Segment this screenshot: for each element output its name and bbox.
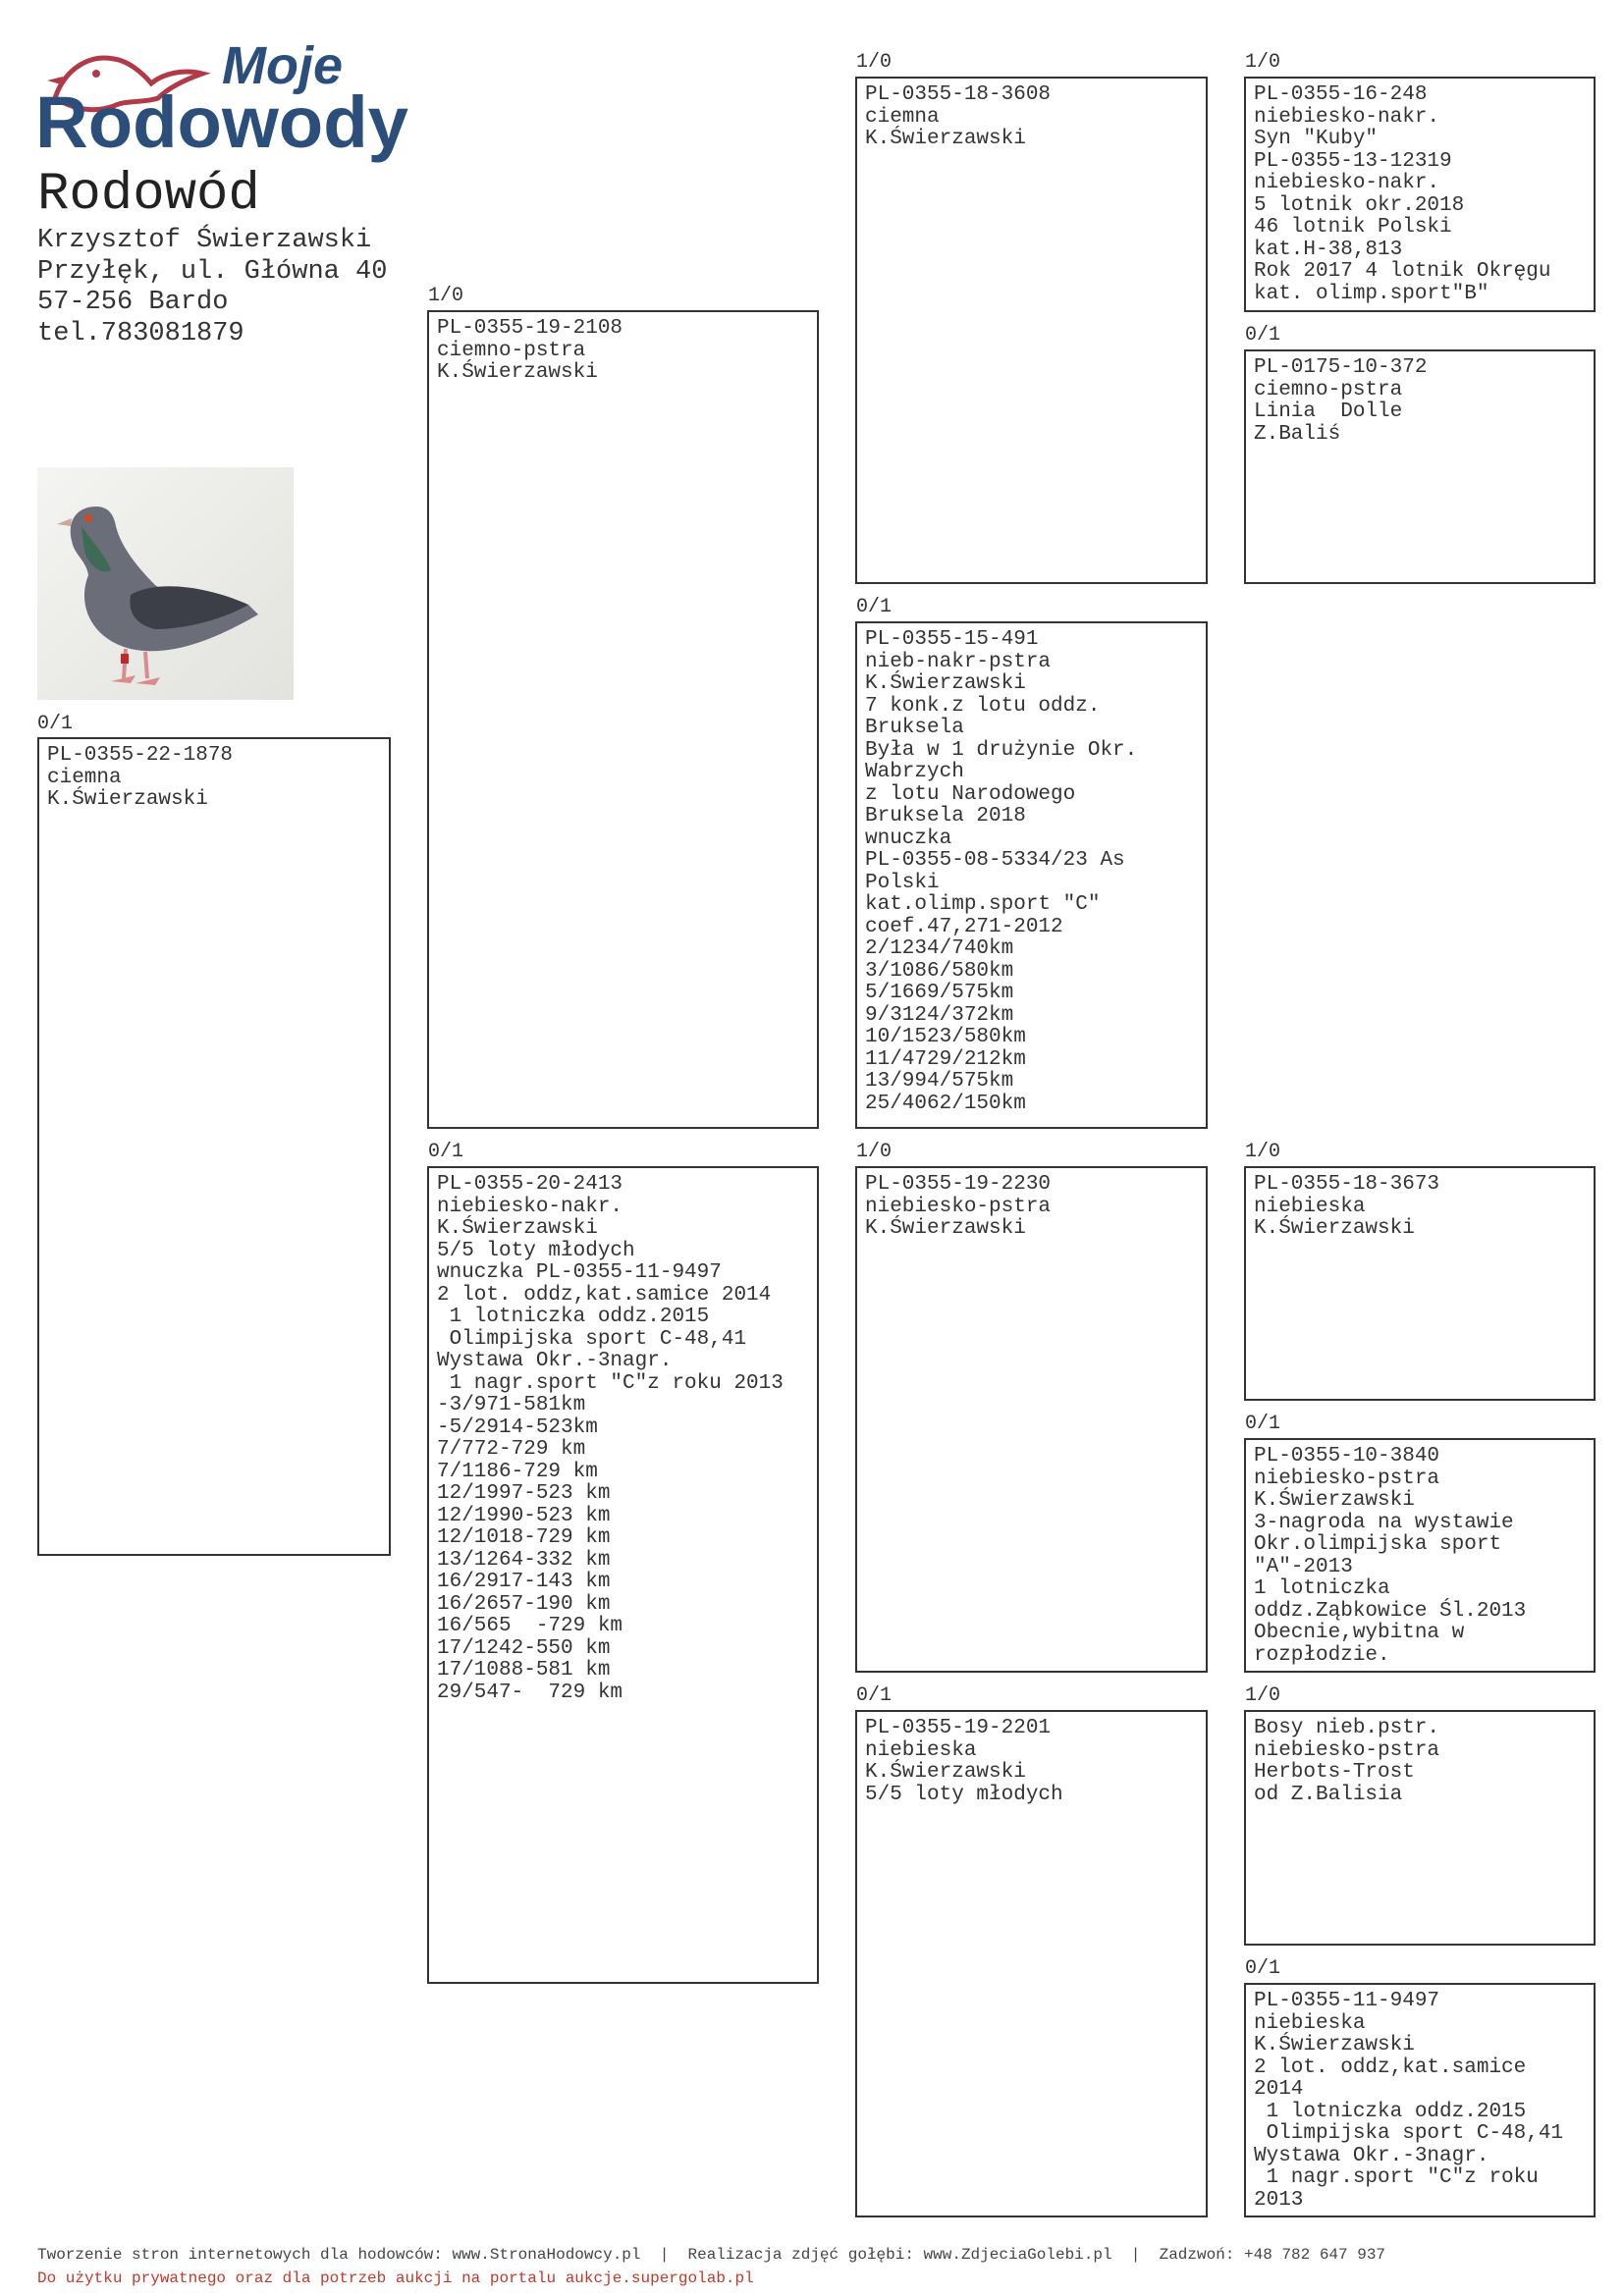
pedigree-line: K.Świerzawski: [865, 1761, 1026, 1784]
pedigree-line: PL-0355-18-3608: [865, 83, 1052, 106]
pedigree-box-mf: [855, 1166, 1208, 1673]
pedigree-line: 13/1264-332 km: [437, 1548, 611, 1572]
pedigree-box-ff: [855, 77, 1208, 584]
mmm-score: 0/1: [1245, 1957, 1281, 1980]
owner-address: Przyłęk, ul. Główna 40: [37, 256, 388, 287]
pedigree-line: niebiesko-pstra: [1254, 1738, 1440, 1762]
father-score: 1/0: [428, 285, 464, 307]
pedigree-line: niebiesko-pstra: [1254, 1467, 1440, 1490]
pedigree-line: 7 konk.z lotu oddz.: [865, 694, 1101, 718]
pedigree-box-ffm: [1244, 349, 1596, 584]
pedigree-line: 2013: [1254, 2188, 1304, 2212]
pedigree-line: K.Świerzawski: [1254, 1489, 1415, 1512]
pedigree-line: 1 nagr.sport "C"z roku 2013: [437, 1371, 784, 1395]
mfm-score: 0/1: [1245, 1413, 1281, 1435]
pedigree-line: niebiesko-nakr.: [1254, 172, 1440, 194]
pedigree-lines: [437, 1174, 809, 1704]
pedigree-line: ciemna: [865, 105, 940, 129]
pedigree-line: "A"-2013: [1254, 1555, 1353, 1578]
pedigree-line: 17/1088-581 km: [437, 1659, 611, 1682]
pedigree-line: K.Świerzawski: [437, 361, 598, 384]
logo-word-moje: Moje: [222, 36, 344, 95]
logo-word-rodowody: Rodowody: [35, 81, 408, 163]
pedigree-lines: [865, 84, 1198, 151]
pedigree-lines: [437, 318, 809, 385]
mff-score: 1/0: [1245, 1141, 1281, 1163]
pedigree-lines: [865, 629, 1198, 1115]
pedigree-line: PL-0175-10-372: [1254, 356, 1428, 379]
pedigree-line: kat.H-38,813: [1254, 238, 1403, 261]
pedigree-line: 2/1234/740km: [865, 937, 1014, 960]
pedigree-line: PL-0355-11-9497: [1254, 1990, 1440, 2012]
pedigree-line: 16/2917-143 km: [437, 1571, 611, 1593]
pedigree-line: 12/1990-523 km: [437, 1504, 611, 1527]
pedigree-box-mfm: [1244, 1438, 1596, 1673]
pedigree-box-mother: [427, 1166, 819, 1984]
pedigree-line: 3-nagroda na wystawie: [1254, 1511, 1514, 1534]
pedigree-line: 11/4729/212km: [865, 1047, 1026, 1071]
pedigree-line: niebiesko-nakr.: [1254, 105, 1440, 129]
page-title: Rodowód: [37, 165, 260, 225]
pedigree-line: z lotu Narodowego: [865, 782, 1076, 806]
footer-notice: Do użytku prywatnego oraz dla potrzeb aukcji na portalu aukcje.supergolab.pl: [37, 2269, 754, 2287]
pedigree-line: -5/2914-523km: [437, 1415, 598, 1439]
pedigree-line: PL-0355-10-3840: [1254, 1445, 1440, 1468]
pedigree-line: Wystawa Okr.-3nagr.: [1254, 2144, 1489, 2167]
pedigree-box-mm: [855, 1710, 1208, 2217]
pedigree-line: Bruksela 2018: [865, 805, 1026, 828]
pedigree-line: PL-0355-13-12319: [1254, 149, 1452, 173]
pedigree-box-subject: [37, 737, 391, 1556]
pedigree-line: 46 lotnik Polski: [1254, 216, 1452, 239]
pedigree-line: od Z.Balisia: [1254, 1783, 1403, 1806]
pedigree-line: K.Świerzawski: [865, 128, 1026, 150]
pedigree-line: Z.Baliś: [1254, 422, 1341, 446]
pedigree-line: rozpłodzie.: [1254, 1643, 1390, 1667]
pedigree-line: 12/1018-729 km: [437, 1526, 611, 1549]
ffm-score: 0/1: [1245, 324, 1281, 347]
footer-credits: Tworzenie stron internetowych dla hodowców: www.StronaHodowcy.pl | Realizacja zdjęć gołębi: www.ZdjeciaGolebi.pl | Zadzwoń: +48 782 647 937: [37, 2246, 1386, 2264]
pedigree-line: niebiesko-pstra: [865, 1195, 1052, 1218]
pedigree-line: wnuczka PL-0355-11-9497: [437, 1261, 722, 1284]
pedigree-line: 5 lotnik okr.2018: [1254, 193, 1465, 217]
pedigree-line: PL-0355-08-5334/23 As: [865, 849, 1125, 872]
pedigree-lines: [1254, 1174, 1586, 1241]
fm-score: 0/1: [856, 596, 893, 618]
pedigree-line: ciemna: [47, 766, 122, 789]
pigeon-photo: [37, 467, 294, 700]
pedigree-line: oddz.Ząbkowice Śl.2013: [1254, 1599, 1527, 1623]
pedigree-line: 2014: [1254, 2078, 1304, 2101]
owner-phone: tel.783081879: [37, 318, 244, 348]
pedigree-line: 25/4062/150km: [865, 1092, 1026, 1115]
fff-score: 1/0: [1245, 51, 1281, 74]
pedigree-line: Była w 1 drużynie Okr.: [865, 738, 1138, 762]
owner-city: 57-256 Bardo: [37, 288, 229, 317]
pedigree-line: PL-0355-16-248: [1254, 83, 1428, 106]
mother-score: 0/1: [428, 1141, 464, 1163]
pedigree-lines: [1254, 1991, 1586, 2212]
pedigree-line: 1 nagr.sport "C"z roku: [1254, 2166, 1539, 2189]
pedigree-line: 7/772-729 km: [437, 1438, 586, 1461]
pedigree-line: niebieska: [1254, 1195, 1366, 1218]
pedigree-line: kat.olimp.sport "C": [865, 893, 1101, 916]
pedigree-line: niebieska: [865, 1738, 977, 1762]
pedigree-line: Syn "Kuby": [1254, 128, 1379, 150]
pedigree-line: 10/1523/580km: [865, 1026, 1026, 1048]
pedigree-line: Olimpijska sport C-48,41: [1254, 2122, 1564, 2145]
pedigree-line: 9/3124/372km: [865, 1003, 1014, 1027]
pedigree-line: Polski: [865, 871, 940, 894]
pedigree-line: K.Świerzawski: [437, 1217, 598, 1240]
pedigree-line: 5/5 loty młodych: [437, 1239, 635, 1262]
pedigree-line: 17/1242-550 km: [437, 1636, 611, 1660]
pedigree-lines: [865, 1718, 1198, 1806]
pedigree-line: Linia Dolle: [1254, 400, 1403, 423]
pedigree-line: 5/1669/575km: [865, 982, 1014, 1004]
pedigree-line: K.Świerzawski: [1254, 2034, 1415, 2056]
pedigree-line: niebieska: [1254, 2011, 1366, 2035]
pedigree-line: Olimpijska sport C-48,41: [437, 1327, 747, 1351]
pedigree-line: Obecnie,wybitna w: [1254, 1622, 1465, 1644]
pedigree-line: Bruksela: [865, 717, 964, 739]
pedigree-line: 12/1997-523 km: [437, 1482, 611, 1505]
pedigree-lines: [1254, 84, 1586, 305]
pedigree-line: PL-0355-19-2108: [437, 317, 623, 340]
pedigree-box-mff: [1244, 1166, 1596, 1401]
pedigree-line: PL-0355-22-1878: [47, 744, 234, 767]
pedigree-line: wnuczka: [865, 827, 952, 850]
pedigree-line: 2 lot. oddz,kat.samice 2014: [437, 1283, 772, 1307]
pedigree-line: K.Świerzawski: [47, 788, 208, 811]
pedigree-line: niebiesko-nakr.: [437, 1195, 623, 1218]
pedigree-line: 1 lotniczka oddz.2015: [437, 1306, 710, 1328]
pedigree-box-fff: [1244, 77, 1596, 312]
pedigree-line: K.Świerzawski: [865, 672, 1026, 695]
pedigree-line: 5/5 loty młodych: [865, 1783, 1063, 1806]
pedigree-line: Bosy nieb.pstr.: [1254, 1717, 1440, 1739]
pedigree-line: K.Świerzawski: [865, 1217, 1026, 1240]
pedigree-line: 2 lot. oddz,kat.samice: [1254, 2056, 1527, 2079]
pedigree-line: PL-0355-19-2201: [865, 1717, 1052, 1739]
pedigree-line: -3/971-581km: [437, 1394, 586, 1416]
pedigree-box-mmm: [1244, 1983, 1596, 2217]
pedigree-line: K.Świerzawski: [1254, 1217, 1415, 1240]
pedigree-line: 13/994/575km: [865, 1070, 1014, 1093]
pedigree-line: ciemno-pstra: [1254, 378, 1403, 401]
pedigree-line: PL-0355-15-491: [865, 628, 1039, 651]
pedigree-line: PL-0355-19-2230: [865, 1173, 1052, 1196]
owner-name: Krzysztof Świerzawski: [37, 226, 372, 255]
subject-score: 0/1: [37, 713, 74, 735]
pedigree-box-fm: [855, 621, 1208, 1129]
logo: [35, 29, 418, 177]
pedigree-line: 29/547- 729 km: [437, 1681, 623, 1704]
pedigree-line: coef.47,271-2012: [865, 915, 1063, 938]
owner-info: [37, 226, 387, 349]
pedigree-line: 7/1186-729 km: [437, 1460, 598, 1483]
pedigree-lines: [1254, 1446, 1586, 1667]
pedigree-box-mmf: [1244, 1710, 1596, 1946]
ff-score: 1/0: [856, 51, 893, 74]
pedigree-lines: [1254, 357, 1586, 446]
pedigree-line: nieb-nakr-pstra: [865, 650, 1052, 673]
pedigree-line: 16/565 -729 km: [437, 1615, 623, 1637]
pedigree-line: Wabrzych: [865, 761, 964, 783]
pedigree-line: Rok 2017 4 lotnik Okręgu: [1254, 260, 1551, 283]
pedigree-line: 16/2657-190 km: [437, 1592, 611, 1616]
mmf-score: 1/0: [1245, 1684, 1281, 1707]
pedigree-lines: [865, 1174, 1198, 1241]
pedigree-line: Okr.olimpijska sport: [1254, 1533, 1502, 1556]
pedigree-line: Wystawa Okr.-3nagr.: [437, 1350, 673, 1372]
mf-score: 1/0: [856, 1141, 893, 1163]
pedigree-lines: [1254, 1718, 1586, 1806]
pedigree-line: 1 lotniczka: [1254, 1577, 1390, 1600]
pedigree-line: ciemno-pstra: [437, 339, 586, 362]
mm-score: 0/1: [856, 1684, 893, 1707]
pedigree-line: Herbots-Trost: [1254, 1761, 1415, 1784]
pedigree-lines: [47, 745, 381, 812]
pedigree-line: PL-0355-18-3673: [1254, 1173, 1440, 1196]
pedigree-box-father: [427, 310, 819, 1129]
pedigree-line: kat. olimp.sport"B": [1254, 282, 1489, 305]
pedigree-line: PL-0355-20-2413: [437, 1173, 623, 1196]
pedigree-line: 1 lotniczka oddz.2015: [1254, 2100, 1527, 2123]
pedigree-line: 3/1086/580km: [865, 959, 1014, 983]
